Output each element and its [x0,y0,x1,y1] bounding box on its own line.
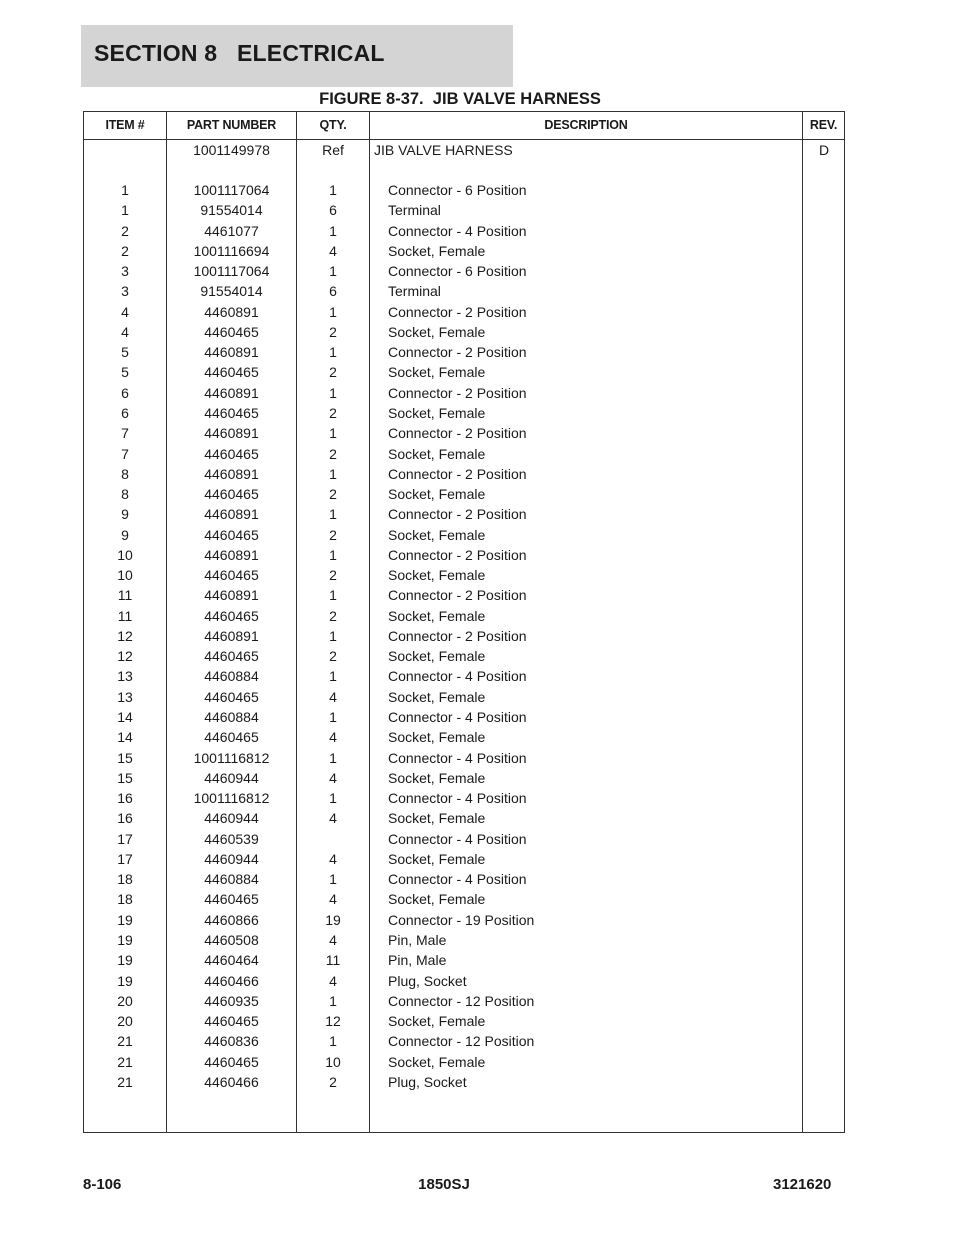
footer-doc-number: 3121620 [773,1176,832,1193]
item-cell: 11 [117,587,133,604]
description-cell: Connector - 2 Position [388,465,527,482]
table-row [84,383,844,403]
part-number-cell: 4460944 [204,850,259,867]
qty-cell: 1 [329,749,337,766]
part-number-cell: 4460465 [204,323,259,340]
item-cell: 6 [121,404,129,421]
table-row [84,788,844,808]
description-cell: Socket, Female [388,1053,486,1070]
qty-cell: 4 [329,972,337,989]
item-cell: 12 [117,648,133,665]
item-cell: 14 [117,709,133,726]
item-cell: 3 [121,283,129,300]
figure-title: FIGURE 8-37. JIB VALVE HARNESS [319,90,601,108]
description-cell: Connector - 12 Position [388,992,535,1009]
part-number-cell: 4460884 [204,668,259,685]
part-number-cell: 4460891 [204,546,259,563]
qty-cell: 2 [329,364,337,381]
qty-cell: 4 [329,729,337,746]
part-number-cell: 4460891 [204,344,259,361]
table-row [84,1011,844,1031]
part-number-cell: 4460465 [204,486,259,503]
description-cell: Socket, Female [388,607,486,624]
item-cell: 3 [121,263,129,280]
qty-cell: 2 [329,445,337,462]
table-row [84,342,844,362]
item-cell: 11 [117,607,133,624]
part-number-cell: 4460465 [204,404,259,421]
table-row [84,484,844,504]
qty-cell: 2 [329,567,337,584]
part-number-cell: 4460935 [204,992,259,1009]
qty-cell: 19 [325,911,341,928]
part-number-cell: 4460891 [204,303,259,320]
qty-cell: 4 [329,688,337,705]
table-row [84,768,844,788]
description-cell: Socket, Female [388,729,486,746]
part-number-cell: 1001117064 [193,263,270,280]
qty-cell: 2 [329,607,337,624]
qty-cell: 1 [329,546,337,563]
table-row [84,687,844,707]
part-number-cell: 4460464 [204,952,259,969]
part-number-cell: 4460465 [204,729,259,746]
description-cell: Socket, Female [388,810,486,827]
description-cell: Socket, Female [388,486,486,503]
table-row [84,221,844,241]
item-cell: 21 [117,1073,133,1090]
part-number-cell: 4460891 [204,627,259,644]
item-cell: 9 [121,526,129,543]
part-number-cell: 1001116694 [193,242,270,259]
description-cell: Connector - 2 Position [388,425,527,442]
item-cell: 18 [117,891,133,908]
part-number-cell: 4460891 [204,384,259,401]
qty-cell: 1 [329,506,337,523]
qty-cell: 1 [329,303,337,320]
qty-cell: 1 [329,587,337,604]
part-number-cell: 4460465 [204,1013,259,1030]
header-qty: QTY. [319,118,347,132]
header-rev: REV. [809,118,838,132]
qty-cell: 1 [329,425,337,442]
description-cell: Connector - 4 Position [388,749,527,766]
item-cell: 16 [117,810,133,827]
item-cell: 13 [117,668,133,685]
qty-cell: 1 [329,182,337,198]
qty-cell: 6 [329,283,337,300]
qty-cell: 2 [329,526,337,543]
description-cell: Connector - 4 Position [388,830,527,847]
item-cell: 10 [117,546,133,563]
description-cell: Pin, Male [388,931,447,948]
description-cell: Socket, Female [388,323,486,340]
qty-cell: 11 [325,952,341,969]
description-cell: JIB VALVE HARNESS [374,142,513,158]
qty-cell: 4 [329,769,337,786]
description-cell: Socket, Female [388,850,486,867]
item-cell: 1 [121,182,129,198]
table-row [84,302,844,322]
table-row [84,545,844,565]
item-cell: 6 [121,384,129,401]
description-cell: Socket, Female [388,567,486,584]
qty-cell: 4 [329,850,337,867]
table-row [84,585,844,605]
item-cell: 15 [117,749,133,766]
table-row [84,403,844,423]
description-cell: Socket, Female [388,526,486,543]
description-cell: Connector - 4 Position [388,709,527,726]
description-cell: Connector - 4 Position [388,222,527,239]
item-cell: 7 [121,425,129,442]
description-cell: Socket, Female [388,404,486,421]
qty-cell: 1 [329,668,337,685]
qty-cell: 1 [329,790,337,807]
description-cell: Connector - 6 Position [388,182,527,198]
description-cell: Pin, Male [388,952,447,969]
description-cell: Connector - 2 Position [388,303,527,320]
item-cell: 1 [121,202,129,219]
table-row [84,666,844,686]
table-row [84,322,844,342]
table-row [84,727,844,747]
item-cell: 4 [121,323,129,340]
part-number-cell: 1001116812 [193,790,270,807]
table-row [84,930,844,950]
qty-cell: 2 [329,1073,337,1090]
header-description: DESCRIPTION [544,118,628,132]
item-cell: 20 [117,992,133,1009]
qty-cell: Ref [322,142,344,158]
table-row [84,362,844,382]
table-row [84,808,844,828]
item-cell: 19 [117,952,133,969]
table-row [84,869,844,889]
part-number-cell: 1001149978 [193,142,270,158]
part-number-cell: 4460891 [204,587,259,604]
item-cell: 4 [121,303,129,320]
item-cell: 21 [117,1033,133,1050]
part-number-cell: 4460884 [204,871,259,888]
item-cell: 12 [117,627,133,644]
table-row [84,1031,844,1051]
item-cell: 21 [117,1053,133,1070]
description-cell: Connector - 2 Position [388,506,527,523]
part-number-cell: 4460465 [204,688,259,705]
qty-cell: 1 [329,465,337,482]
qty-cell: 1 [329,871,337,888]
table-row [84,200,844,220]
part-number-cell: 4460944 [204,769,259,786]
item-cell: 2 [121,222,129,239]
description-cell: Terminal [388,283,441,300]
table-row [84,971,844,991]
table-row [84,423,844,443]
table-row [84,707,844,727]
part-number-cell: 4461077 [204,222,259,239]
qty-cell: 2 [329,486,337,503]
table-row [84,889,844,909]
description-cell: Socket, Female [388,1013,486,1030]
part-number-cell: 4460465 [204,1053,259,1070]
description-cell: Plug, Socket [388,1073,467,1090]
description-cell: Connector - 2 Position [388,546,527,563]
part-number-cell: 4460465 [204,567,259,584]
table-row [84,565,844,585]
qty-cell: 4 [329,931,337,948]
item-cell: 17 [117,850,133,867]
description-cell: Socket, Female [388,445,486,462]
section-title: SECTION 8 ELECTRICAL [94,40,385,66]
description-cell: Socket, Female [388,364,486,381]
item-cell: 2 [121,242,129,259]
part-number-cell: 4460466 [204,1073,259,1090]
item-cell: 20 [117,1013,133,1030]
description-cell: Connector - 2 Position [388,384,527,401]
description-cell: Connector - 2 Position [388,627,527,644]
item-cell: 15 [117,769,133,786]
part-number-cell: 4460465 [204,526,259,543]
item-cell: 10 [117,567,133,584]
table-row [84,910,844,930]
part-number-cell: 4460466 [204,972,259,989]
qty-cell: 1 [329,1033,337,1050]
part-number-cell: 4460465 [204,445,259,462]
table-row [84,180,844,200]
qty-cell: 12 [325,1013,341,1030]
table-row [84,241,844,261]
item-cell: 13 [117,688,133,705]
table-row [84,1052,844,1072]
item-cell: 8 [121,486,129,503]
qty-cell: 10 [325,1053,341,1070]
part-number-cell: 4460866 [204,911,259,928]
description-cell: Connector - 4 Position [388,668,527,685]
table-row [84,950,844,970]
table-row [84,281,844,301]
table-row [84,1072,844,1092]
table-row-assembly [84,140,844,160]
part-number-cell: 4460508 [204,931,259,948]
description-cell: Socket, Female [388,891,486,908]
table-row [84,525,844,545]
item-cell: 19 [117,911,133,928]
qty-cell: 1 [329,344,337,361]
header-part-number: PART NUMBER [186,118,277,132]
part-number-cell: 1001116812 [193,749,270,766]
part-number-cell: 4460884 [204,709,259,726]
description-cell: Socket, Female [388,688,486,705]
part-number-cell: 4460465 [204,891,259,908]
item-cell: 19 [117,972,133,989]
part-number-cell: 4460836 [204,1033,259,1050]
description-cell: Connector - 4 Position [388,871,527,888]
description-cell: Connector - 12 Position [388,1033,535,1050]
part-number-cell: 4460465 [204,364,259,381]
part-number-cell: 4460465 [204,607,259,624]
part-number-cell: 4460465 [204,648,259,665]
qty-cell: 1 [329,263,337,280]
qty-cell: 1 [329,709,337,726]
table-row [84,626,844,646]
table-row [84,991,844,1011]
item-cell: 5 [121,344,129,361]
item-cell: 7 [121,445,129,462]
part-number-cell: 4460891 [204,506,259,523]
qty-cell: 1 [329,222,337,239]
description-cell: Socket, Female [388,769,486,786]
part-number-cell: 4460891 [204,465,259,482]
qty-cell: 2 [329,648,337,665]
description-cell: Socket, Female [388,242,486,259]
qty-cell: 4 [329,891,337,908]
parts-table [83,111,845,1133]
description-cell: Plug, Socket [388,972,467,989]
description-cell: Connector - 4 Position [388,790,527,807]
table-row [84,748,844,768]
table-row [84,261,844,281]
table-row [84,646,844,666]
table-row [84,444,844,464]
footer-model: 1850SJ [418,1176,470,1193]
rev-cell: D [818,142,830,158]
part-number-cell: 4460539 [204,830,259,847]
description-cell: Socket, Female [388,648,486,665]
table-row [84,504,844,524]
header-item: ITEM # [105,118,145,132]
item-cell: 18 [117,871,133,888]
item-cell: 14 [117,729,133,746]
part-number-cell: 1001117064 [193,182,270,198]
qty-cell: 1 [329,627,337,644]
qty-cell: 4 [329,242,337,259]
table-row [84,606,844,626]
table-row [84,829,844,849]
part-number-cell: 4460891 [204,425,259,442]
part-number-cell: 91554014 [200,283,263,300]
footer-page-number: 8-106 [83,1176,122,1193]
description-cell: Connector - 2 Position [388,587,527,604]
qty-cell: 6 [329,202,337,219]
item-cell: 19 [117,931,133,948]
item-cell: 16 [117,790,133,807]
table-row [84,849,844,869]
item-cell: 9 [121,506,129,523]
item-cell: 17 [117,830,133,847]
table-row [84,464,844,484]
item-cell: 5 [121,364,129,381]
description-cell: Connector - 19 Position [388,911,535,928]
description-cell: Connector - 6 Position [388,263,527,280]
qty-cell: 4 [329,810,337,827]
part-number-cell: 91554014 [200,202,263,219]
description-cell: Terminal [388,202,441,219]
part-number-cell: 4460944 [204,810,259,827]
qty-cell: 1 [329,384,337,401]
qty-cell: 2 [329,404,337,421]
qty-cell: 2 [329,323,337,340]
description-cell: Connector - 2 Position [388,344,527,361]
item-cell: 8 [121,465,129,482]
qty-cell: 1 [329,992,337,1009]
